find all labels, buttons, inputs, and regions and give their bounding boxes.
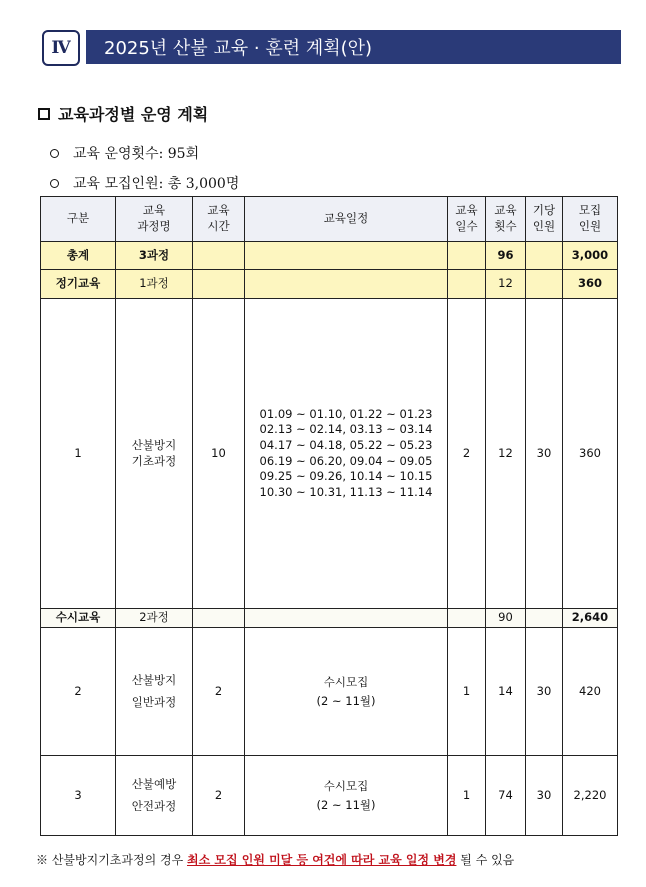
row-number: 1 [41,299,116,609]
bullet-item [50,173,239,193]
regular-category: 정기교육 [41,270,116,299]
occasional-category: 수시교육 [41,609,116,628]
regular-count: 12 [486,270,526,299]
header-per-session: 기당 인원 [526,197,563,242]
schedule-list [245,299,448,609]
occasional-recruit: 2,640 [563,609,618,628]
total-recruit: 3,000 [563,242,618,270]
circle-bullet-icon [50,149,59,158]
course-count: 12 [486,299,526,609]
course-per-session: 30 [526,299,563,609]
course-per-session: 30 [526,756,563,836]
footnote [36,851,514,868]
total-count: 96 [486,242,526,270]
table-row [41,299,618,609]
header-hours: 교육 시간 [193,197,245,242]
course-days: 1 [448,628,486,756]
schedule-line: 02.13 ~ 02.14, 03.13 ~ 03.14 [259,422,433,437]
course-hours: 10 [193,299,245,609]
row-number: 3 [41,756,116,836]
course-days: 2 [448,299,486,609]
course-name: 산불방지 기초과정 [116,299,193,609]
course-name: 산불예방 안전과정 [116,756,193,836]
table-header-row [41,197,618,242]
table-row [41,628,618,756]
occasional-row [41,609,618,628]
course-hours: 2 [193,628,245,756]
title-bar [42,29,621,67]
header-schedule: 교육일정 [245,197,448,242]
regular-course: 1과정 [116,270,193,299]
chapter-number: Ⅳ [42,30,80,66]
header-count: 교육 횟수 [486,197,526,242]
schedule-line: 09.25 ~ 09.26, 10.14 ~ 10.15 [259,469,433,484]
schedule-line: 06.19 ~ 06.20, 09.04 ~ 09.05 [259,453,433,468]
header-course: 교육 과정명 [116,197,193,242]
course-plan-table [40,196,618,836]
course-hours: 2 [193,756,245,836]
regular-row [41,270,618,299]
section-heading [38,102,208,125]
section-title: 교육과정별 운영 계획 [58,105,209,124]
footnote-suffix: 될 수 있음 [460,853,515,867]
occasional-count: 90 [486,609,526,628]
footnote-emphasis: 최소 모집 인원 미달 등 여건에 따라 교육 일정 변경 [187,853,457,867]
header-category: 구분 [41,197,116,242]
course-recruit: 420 [563,628,618,756]
schedule-line: 10.30 ~ 10.31, 11.13 ~ 11.14 [259,484,433,499]
page-title: 2025년 산불 교육 · 훈련 계획(안) [86,30,621,64]
reference-mark: ※ [36,853,49,867]
bullet-item [50,143,199,163]
total-category: 총계 [41,242,116,270]
header-days: 교육 일수 [448,197,486,242]
bullet-text: 교육 모집인원: 총 3,000명 [73,176,240,192]
course-recruit: 2,220 [563,756,618,836]
schedule-line: 01.09 ~ 01.10, 01.22 ~ 01.23 [259,406,433,421]
schedule-line: 04.17 ~ 04.18, 05.22 ~ 05.23 [259,437,433,452]
total-row [41,242,618,270]
course-recruit: 360 [563,299,618,609]
course-count: 14 [486,628,526,756]
circle-bullet-icon [50,179,59,188]
regular-recruit: 360 [563,270,618,299]
row-number: 2 [41,628,116,756]
occasional-course: 2과정 [116,609,193,628]
course-count: 74 [486,756,526,836]
footnote-prefix: 산불방지기초과정의 경우 [51,853,184,867]
total-course: 3과정 [116,242,193,270]
course-schedule: 수시모집 (2 ~ 11월) [245,756,448,836]
course-days: 1 [448,756,486,836]
header-recruit: 모집 인원 [563,197,618,242]
course-schedule: 수시모집 (2 ~ 11월) [245,628,448,756]
square-bullet-icon [38,108,50,120]
course-name: 산불방지 일반과정 [116,628,193,756]
table-row [41,756,618,836]
course-per-session: 30 [526,628,563,756]
bullet-text: 교육 운영횟수: 95회 [73,146,200,162]
